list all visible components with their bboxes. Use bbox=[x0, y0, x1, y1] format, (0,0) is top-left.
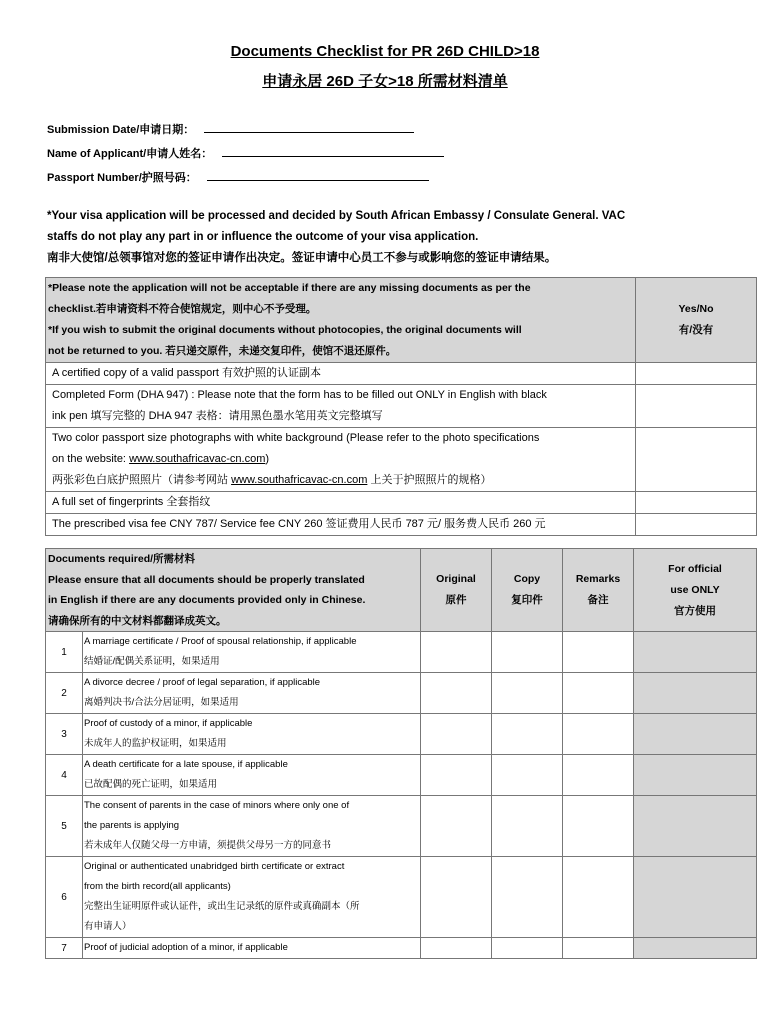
remarks-cell[interactable] bbox=[563, 632, 634, 673]
copy-cell[interactable] bbox=[492, 632, 563, 673]
original-cell[interactable] bbox=[421, 796, 492, 857]
row-number: 7 bbox=[46, 938, 83, 959]
checklist-row bbox=[46, 514, 757, 536]
documents-table bbox=[45, 548, 757, 959]
website-link[interactable]: www.southafricavac-cn.com bbox=[231, 474, 368, 486]
original-cell[interactable] bbox=[421, 857, 492, 938]
row-number: 1 bbox=[46, 632, 83, 673]
remarks-header: Remarks 备注 bbox=[563, 549, 634, 632]
official-use-cell bbox=[634, 755, 757, 796]
original-cell[interactable] bbox=[421, 755, 492, 796]
passport-number-label: Passport Number/护照号码： bbox=[47, 172, 197, 184]
official-use-cell bbox=[634, 632, 757, 673]
checklist-row bbox=[46, 428, 757, 492]
official-use-cell bbox=[634, 673, 757, 714]
checklist-row bbox=[46, 385, 757, 428]
missing-docs-warning: *Please note the application will not be acceptable if there are any missing documents as per the checklist.若申请资料不符合使馆规定，则中心不予受理。 *If you wish to submit the original documents without photocopies, the original documents will not be returned to you. 若只递交原件，未递交复印件，使馆不退还原件。 bbox=[46, 278, 636, 363]
official-use-cell bbox=[634, 796, 757, 857]
table-row bbox=[46, 714, 757, 755]
original-cell[interactable] bbox=[421, 938, 492, 959]
table-row bbox=[46, 755, 757, 796]
remarks-cell[interactable] bbox=[563, 796, 634, 857]
table-row bbox=[46, 632, 757, 673]
document-description: A marriage certificate / Proof of spousal relationship, if applicable 结婚证/配偶关系证明，如果适用 bbox=[83, 632, 421, 673]
checklist-row bbox=[46, 492, 757, 514]
checklist-item-fingerprints: A full set of fingerprints 全套指纹 bbox=[46, 492, 636, 514]
remarks-cell[interactable] bbox=[563, 857, 634, 938]
checklist-item-photos: Two color passport size photographs with white background (Please refer to the photo specifications on the website: www.southafricavac-cn.com) 两张彩色白底护照照片（请参考网站 www.southafricavac-cn.com 上关于护照照片的规格） bbox=[46, 428, 636, 492]
copy-cell[interactable] bbox=[492, 938, 563, 959]
document-description: The consent of parents in the case of minors where only one of the parents is applying 若未成年人仅随父母一方申请，须提供父母另一方的同意书 bbox=[83, 796, 421, 857]
official-use-cell bbox=[634, 938, 757, 959]
remarks-cell[interactable] bbox=[563, 755, 634, 796]
checklist-item-fee: The prescribed visa fee CNY 787/ Service fee CNY 260 签证费用人民币 787 元/ 服务费人民币 260 元 bbox=[46, 514, 636, 536]
table-row bbox=[46, 796, 757, 857]
title-english: Documents Checklist for PR 26D CHILD>18 bbox=[230, 43, 540, 60]
submission-date-line[interactable] bbox=[204, 122, 414, 133]
document-description: Proof of judicial adoption of a minor, if applicable bbox=[83, 938, 421, 959]
checklist-table bbox=[45, 277, 757, 536]
copy-cell[interactable] bbox=[492, 755, 563, 796]
remarks-cell[interactable] bbox=[563, 673, 634, 714]
title-chinese: 申请永居 26D 子女>18 所需材料清单 bbox=[262, 73, 508, 90]
original-cell[interactable] bbox=[421, 632, 492, 673]
passport-number-field[interactable] bbox=[47, 169, 429, 185]
row-number: 6 bbox=[46, 857, 83, 938]
yes-no-cell[interactable] bbox=[636, 385, 757, 428]
passport-number-line[interactable] bbox=[207, 170, 429, 181]
yes-no-cell[interactable] bbox=[636, 363, 757, 385]
copy-header: Copy 复印件 bbox=[492, 549, 563, 632]
document-description: A divorce decree / proof of legal separation, if applicable 离婚判决书/合法分居证明，如果适用 bbox=[83, 673, 421, 714]
copy-cell[interactable] bbox=[492, 796, 563, 857]
copy-cell[interactable] bbox=[492, 673, 563, 714]
applicant-name-field[interactable] bbox=[47, 145, 444, 161]
official-use-cell bbox=[634, 714, 757, 755]
submission-date-label: Submission Date/申请日期： bbox=[47, 124, 195, 136]
document-description: A death certificate for a late spouse, if applicable 已故配偶的死亡证明，如果适用 bbox=[83, 755, 421, 796]
table-row bbox=[46, 857, 757, 938]
copy-cell[interactable] bbox=[492, 857, 563, 938]
processing-notice: *Your visa application will be processed and decided by South African Embassy / Consulate General. VAC staffs do not play any part in or influence the outcome of your visa application. 南非大使馆/总领事馆对您的签证申请作出决定。签证申请中心员工不参与或影响您的签证申请结果。 bbox=[47, 210, 626, 264]
table-row bbox=[46, 938, 757, 959]
document-description: Original or authenticated unabridged birth certificate or extract from the birth record(all applicants) 完整出生证明原件或认证件，或出生记录纸的原件或真确副本（所 有申请人） bbox=[83, 857, 421, 938]
remarks-cell[interactable] bbox=[563, 714, 634, 755]
original-header: Original 原件 bbox=[421, 549, 492, 632]
original-cell[interactable] bbox=[421, 714, 492, 755]
checklist-item-passport: A certified copy of a valid passport 有效护照的认证副本 bbox=[46, 363, 636, 385]
remarks-cell[interactable] bbox=[563, 938, 634, 959]
yes-no-cell[interactable] bbox=[636, 428, 757, 492]
row-number: 5 bbox=[46, 796, 83, 857]
original-cell[interactable] bbox=[421, 673, 492, 714]
applicant-name-label: Name of Applicant/申请人姓名： bbox=[47, 148, 213, 160]
official-use-cell bbox=[634, 857, 757, 938]
copy-cell[interactable] bbox=[492, 714, 563, 755]
row-number: 2 bbox=[46, 673, 83, 714]
website-link[interactable]: www.southafricavac-cn.com bbox=[129, 453, 266, 465]
row-number: 4 bbox=[46, 755, 83, 796]
applicant-name-line[interactable] bbox=[222, 146, 444, 157]
documents-required-header: Documents required/所需材料 Please ensure that all documents should be properly translated in English if there are any documents provided only in Chinese. 请确保所有的中文材料都翻译成英文。 bbox=[46, 549, 421, 632]
row-number: 3 bbox=[46, 714, 83, 755]
yes-no-cell[interactable] bbox=[636, 514, 757, 536]
document-description: Proof of custody of a minor, if applicable 未成年人的监护权证明，如果适用 bbox=[83, 714, 421, 755]
checklist-row bbox=[46, 363, 757, 385]
official-use-header: For official use ONLY 官方使用 bbox=[634, 549, 757, 632]
yes-no-cell[interactable] bbox=[636, 492, 757, 514]
table-row bbox=[46, 673, 757, 714]
yes-no-header: Yes/No 有/没有 bbox=[636, 278, 757, 363]
submission-date-field[interactable] bbox=[47, 121, 414, 137]
checklist-item-form: Completed Form (DHA 947) : Please note that the form has to be filled out ONLY in English with black ink pen 填写完整的 DHA 947 表格：请用黑色墨水笔用英文完整填写 bbox=[46, 385, 636, 428]
